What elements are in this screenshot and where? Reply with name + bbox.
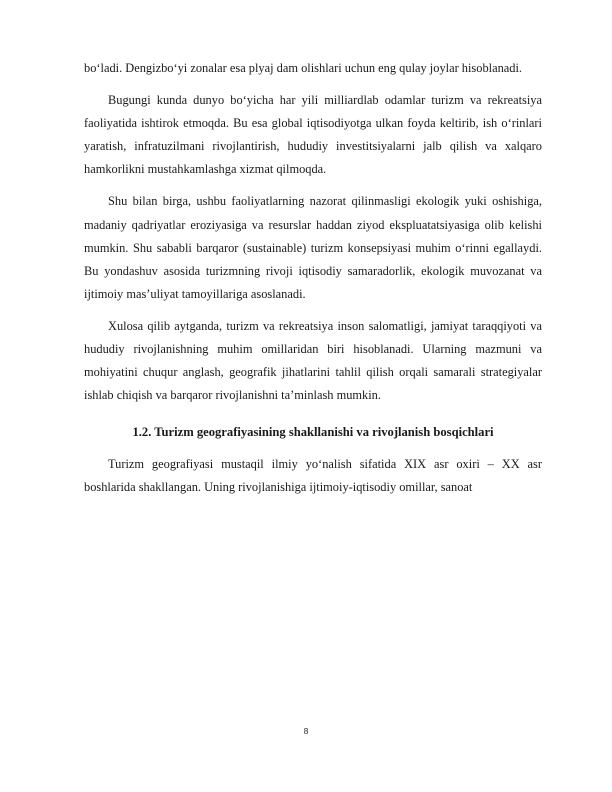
paragraph-conclusion: Xulosa qilib aytganda, turizm va rekreatsiya inson salomatligi, jamiyat taraqqiyoti va hududiy rivojlanishning muhim omillaridan biri hisoblanadi. Ularning mazmuni va mohiyatini chuqur anglash, geografik jihatlarini tahlil qilish orqali samarali strategiyalar ishlab chiqish va barqaror rivojlanishni ta’minlash mumkin. (84, 318, 542, 403)
page-body (84, 57, 542, 509)
paragraph-continuation: bo‘ladi. Dengizbo‘yi zonalar esa plyaj dam olishlari uchun eng qulay joylar hisoblanadi. (84, 61, 523, 75)
page-number: 8 (303, 727, 309, 736)
paragraph-tourism-economy: Bugungi kunda dunyo bo‘yicha har yili milliardlab odamlar turizm va rekreatsiya faoliyatida ishtirok etmoqda. Bu esa global iqtisodiyotga ulkan foyda keltirib, ish o‘rinlari yaratish, infratuzilmani rivojlantirish, hududiy investitsiyalarni jalb qilish va xalqaro hamkorlikni mustahkamlashga xizmat qilmoqda. (84, 93, 542, 177)
paragraph-section-intro: Turizm geografiyasi mustaqil ilmiy yo‘nalish sifatida XIX asr oxiri – XX asr boshlarida shakllangan. Uning rivojlanishiga ijtimoiy-iqtisodiy omillar, sanoat (84, 457, 542, 495)
section-heading: 1.2. Turizm geografiyasining shakllanishi va rivojlanish bosqichlari (132, 425, 494, 440)
paragraph-sustainable-tourism: Shu bilan birga, ushbu faoliyatlarning nazorat qilinmasligi ekologik yuki oshishiga, madaniy qadriyatlar eroziyasiga va resurslar haddan ziyod ekspluatatsiyasiga olib kelishi mumkin. Shu sababli barqaror (sustainable) turizm konsepsiyasi muhim o‘rinni egallaydi. Bu yondashuv asosida turizmning rivoji iqtisodiy samaradorlik, ekologik muvozanat va ijtimoiy mas’uliyat tamoyillariga asoslanadi. (84, 194, 542, 301)
